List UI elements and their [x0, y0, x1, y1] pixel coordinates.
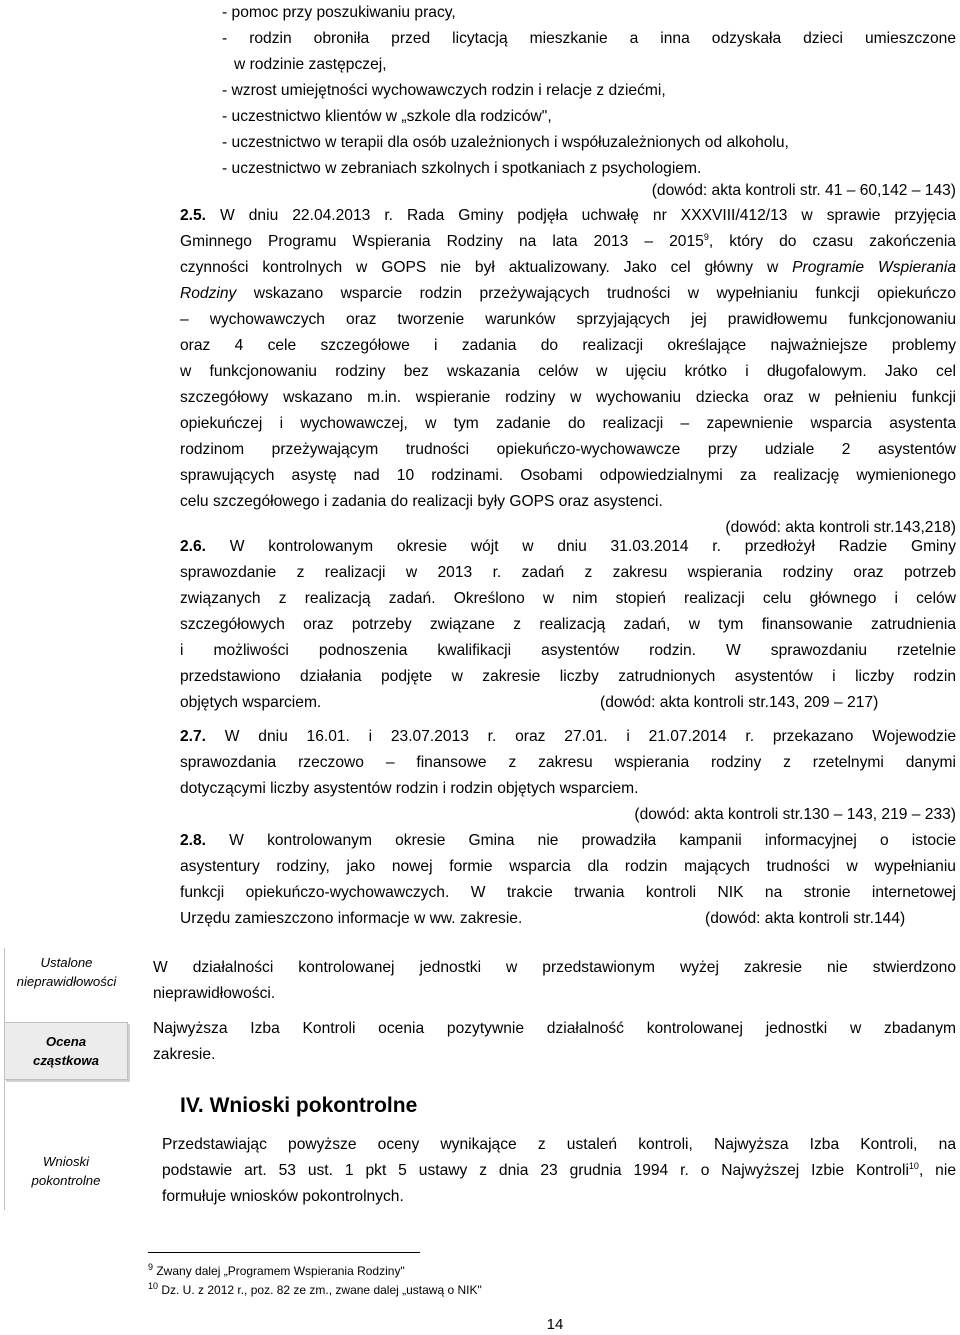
section-number: 2.7.: [180, 728, 207, 745]
list-item: - pomoc przy poszukiwaniu pracy,: [222, 4, 456, 21]
list-item: - rodzin obroniła przed licytacją mieszkanie a inna odzyskała dzieci umieszczone: [222, 30, 956, 47]
paragraph-line: i możliwości podnoszenia kwalifikacji asystentów rodzin. W sprawozdaniu rzetelnie: [180, 642, 956, 659]
paragraph-line: szczegółowy wskazano m.in. wspieranie rodziny w wychowaniu dziecka oraz w pełnieniu funkcji: [180, 389, 956, 406]
section-number: 2.5.: [180, 207, 207, 224]
irregularities-paragraph: [153, 955, 956, 1007]
paragraph-line: nieprawidłowości.: [153, 985, 276, 1002]
paragraph-line: przedstawiono działania podjęte w zakresie liczby zatrudnionych asystentów i liczby rodzin: [180, 668, 956, 685]
paragraph-line: podstawie art. 53 ust. 1 pkt 5 ustawy z dnia 23 grudnia 1994 r. o Najwyższej Izbie Kontroli$^{10}$, nie: [162, 1160, 956, 1179]
paragraph-line: asystentury rodziny, jako nowej formie wsparcia dla rodzin mających trudności w wypełnianiu: [180, 858, 956, 875]
paragraph-line: w funkcjonowaniu rodziny bez wskazania celów w ujęciu krótko i długofalowym. Jako cel: [180, 363, 956, 380]
section-heading: IV. Wnioski pokontrolne: [180, 1094, 418, 1117]
sidebar-partial-assessment-label: Ocena cząstkowa: [4, 1022, 128, 1080]
section-2-8: [180, 828, 956, 932]
paragraph-line: czynności kontrolnych w GOPS nie był aktualizowany. Jako cel główny w Programie Wspierania: [180, 259, 956, 276]
evidence-note: (dowód: akta kontroli str.144): [705, 910, 906, 927]
section-2-5: [180, 203, 956, 541]
list-item: - uczestnictwo w terapii dla osób uzależnionych i współuzależnionych od alkoholu,: [222, 134, 789, 151]
paragraph-line: 2.8. W kontrolowanym okresie Gmina nie prowadziła kampanii informacyjnej o istocie: [180, 832, 956, 849]
footnote-ref-9: 9: [703, 231, 709, 242]
paragraph-line: Najwyższa Izba Kontroli ocenia pozytywnie działalność kontrolowanej jednostki w zbadanym: [153, 1020, 956, 1037]
footnote: $^{10}$ Dz. U. z 2012 r., poz. 82 ze zm., zwane dalej „ustawą o NIK": [148, 1281, 482, 1297]
conclusions-paragraph: [162, 1132, 956, 1210]
section-2-7: [180, 724, 956, 828]
paragraph-line: sprawozdanie z realizacji w 2013 r. zadań z zakresu wspierania rodziny oraz potrzeb: [180, 564, 956, 581]
evidence-note: (dowód: akta kontroli str.143,218): [725, 519, 956, 536]
paragraph-line: formułuje wniosków pokontrolnych.: [162, 1188, 404, 1205]
paragraph-line: sprawujących asystę nad 10 rodzinami. Osobami odpowiedzialnymi za realizację wymienionego: [180, 467, 956, 484]
section-number: 2.6.: [180, 538, 207, 555]
evidence-note: (dowód: akta kontroli str. 41 – 60,142 – 143): [651, 182, 956, 199]
evidence-note: (dowód: akta kontroli str.130 – 143, 219 – 233): [634, 806, 956, 823]
paragraph-line: W działalności kontrolowanej jednostki w przedstawionym wyżej zakresie nie stwierdzono: [153, 959, 956, 976]
paragraph-line: rodzinom przeżywającym trudności opiekuńczo-wychowawcze przy udziale 2 asystentów: [180, 441, 956, 458]
paragraph-line: objętych wsparciem. (dowód: akta kontroli str.143, 209 – 217): [180, 690, 956, 716]
section-2-6: [180, 534, 956, 716]
footnote-separator: [148, 1252, 420, 1253]
list-item: - wzrost umiejętności wychowawczych rodzin i relacje z dziećmi,: [222, 82, 666, 99]
paragraph-line: 2.6. W kontrolowanym okresie wójt w dniu 31.03.2014 r. przedłożył Radzie Gminy: [180, 538, 956, 555]
paragraph-line: Przedstawiając powyższe oceny wynikające z ustaleń kontroli, Najwyższa Izba Kontroli, na: [162, 1136, 956, 1153]
paragraph-line: dotyczącymi liczby asystentów rodzin i rodzin objętych wsparciem.: [180, 780, 639, 797]
bullet-list: [222, 0, 956, 182]
footnote-ref-10: 10: [908, 1160, 919, 1171]
paragraph-line: zakresie.: [153, 1046, 216, 1063]
paragraph-line: Urzędu zamieszczono informacje w ww. zakresie. (dowód: akta kontroli str.144): [180, 906, 956, 932]
evidence-note: (dowód: akta kontroli str.143, 209 – 217): [600, 694, 879, 711]
paragraph-line: celu szczegółowego i zadania do realizacji były GOPS oraz asystenci.: [180, 493, 663, 510]
paragraph-line: szczegółowych oraz potrzeby związane z realizacją zadań, w tym finansowanie zatrudnienia: [180, 616, 956, 633]
sidebar-irregularities-label: Ustalone nieprawidłowości: [4, 948, 128, 996]
footnote: $^9$ Zwany dalej „Programem Wspierania Rodziny": [148, 1262, 405, 1278]
paragraph-line: – wychowawczych oraz tworzenie warunków sprzyjających jej prawidłowemu funkcjonowaniu: [180, 311, 956, 328]
section-number: 2.8.: [180, 832, 207, 849]
paragraph-line: sprawozdania rzeczowo – finansowe z zakresu wspierania rodziny z rzetelnymi danymi: [180, 754, 956, 771]
paragraph-line: opiekuńczej i wychowawczej, w tym zadanie do realizacji – zapewnienie wsparcia asystenta: [180, 415, 956, 432]
paragraph-line: 2.7. W dniu 16.01. i 23.07.2013 r. oraz 27.01. i 21.07.2014 r. przekazano Wojewodzie: [180, 728, 956, 745]
list-item: - uczestnictwo w zebraniach szkolnych i spotkaniach z psychologiem.: [222, 160, 702, 177]
paragraph-line: Gminnego Programu Wspierania Rodziny na lata 2013 – 2015$^9$, który do czasu zakończenia: [180, 231, 956, 250]
paragraph-line: Rodziny wskazano wsparcie rodzin przeżywających trudności w wypełnianiu funkcji opiekuńczo: [180, 285, 956, 302]
page-number: 14: [546, 1316, 564, 1333]
sidebar-conclusions-label: Wnioski pokontrolne: [31, 1154, 101, 1188]
assessment-paragraph: [153, 1016, 956, 1068]
paragraph-line: 2.5. W dniu 22.04.2013 r. Rada Gminy podjęła uchwałę nr XXXVIII/412/13 w sprawie przyjęcia: [180, 207, 956, 224]
list-item: w rodzinie zastępczej,: [234, 56, 387, 73]
list-item: - uczestnictwo klientów w „szkole dla rodziców",: [222, 108, 552, 125]
paragraph-line: oraz 4 cele szczegółowe i zadania do realizacji określające najważniejsze problemy: [180, 337, 956, 354]
paragraph-line: związanych z realizacją zadań. Określono w nim stopień realizacji celu głównego i celów: [180, 590, 956, 607]
paragraph-line: funkcji opiekuńczo-wychowawczych. W trakcie trwania kontroli NIK na stronie internetowej: [180, 884, 956, 901]
